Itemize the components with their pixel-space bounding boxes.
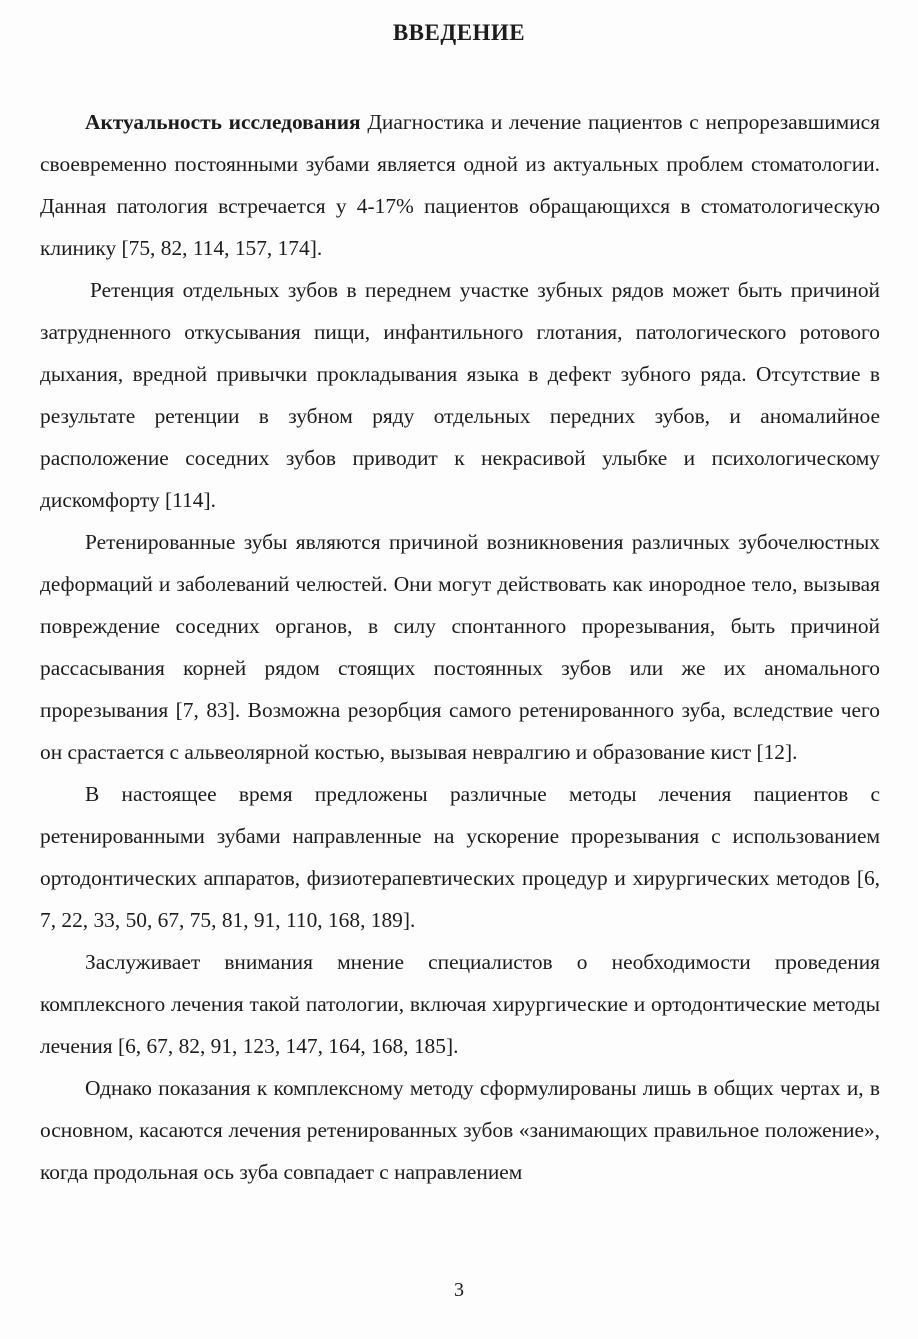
- section-heading: ВВЕДЕНИЕ: [392, 20, 526, 45]
- paragraph-treatment-methods: В настоящее время предложены различные методы лечения пациентов с ретенированными зубами направленные на ускорение прорезывания с использованием ортодонтических аппаратов, физиотерапевтических процедур и хирургических методов [6, 7, 22, 33, 50, 67, 75, 81, 91, 110, 168, 189].: [40, 782, 880, 932]
- paragraph-relevance: [40, 101, 880, 269]
- paragraph-complex-treatment: Заслуживает внимания мнение специалистов о необходимости проведения комплексного лечения такой патологии, включая хирургические и ортодонтические методы лечения [6, 67, 82, 91, 123, 147, 164, 168, 185].: [40, 950, 880, 1058]
- paragraph-text: Диагностика и лечение пациентов с непрорезавшимися своевременно постоянными зубами является одной из актуальных проблем стоматологии. Данная патология встречается у 4-17% пациентов обращающихся в стоматологическую клинику [75, 82, 114, 157, 174].: [40, 110, 881, 260]
- paragraph-deformations: Ретенированные зубы являются причиной возникновения различных зубочелюстных деформаций и заболеваний челюстей. Они могут действовать как инородное тело, вызывая повреждение соседних органов, в силу спонтанного прорезывания, быть причиной рассасывания корней рядом стоящих постоянных зубов или же их аномального прорезывания [7, 83]. Возможна резорбция самого ретенированного зуба, вследствие чего он срастается с альвеолярной костью, вызывая невралгию и образование кист [12].: [40, 530, 880, 764]
- paragraph-lead: Актуальность исследования: [85, 110, 361, 134]
- paragraph-indications: Однако показания к комплексному методу сформулированы лишь в общих чертах и, в основном, касаются лечения ретенированных зубов «занимающих правильное положение», когда продольная ось зуба совпадает с направлением: [40, 1076, 880, 1184]
- page-number: 3: [454, 1279, 464, 1301]
- body-text: [40, 101, 880, 1193]
- paragraph-retention: Ретенция отдельных зубов в переднем участке зубных рядов может быть причиной затрудненного откусывания пищи, инфантильного глотания, патологического ротового дыхания, вредной привычки прокладывания языка в дефект зубного ряда. Отсутствие в результате ретенции в зубном ряду отдельных передних зубов, и аномалийное расположение соседних зубов приводит к некрасивой улыбке и психологическому дискомфорту [114].: [40, 278, 880, 512]
